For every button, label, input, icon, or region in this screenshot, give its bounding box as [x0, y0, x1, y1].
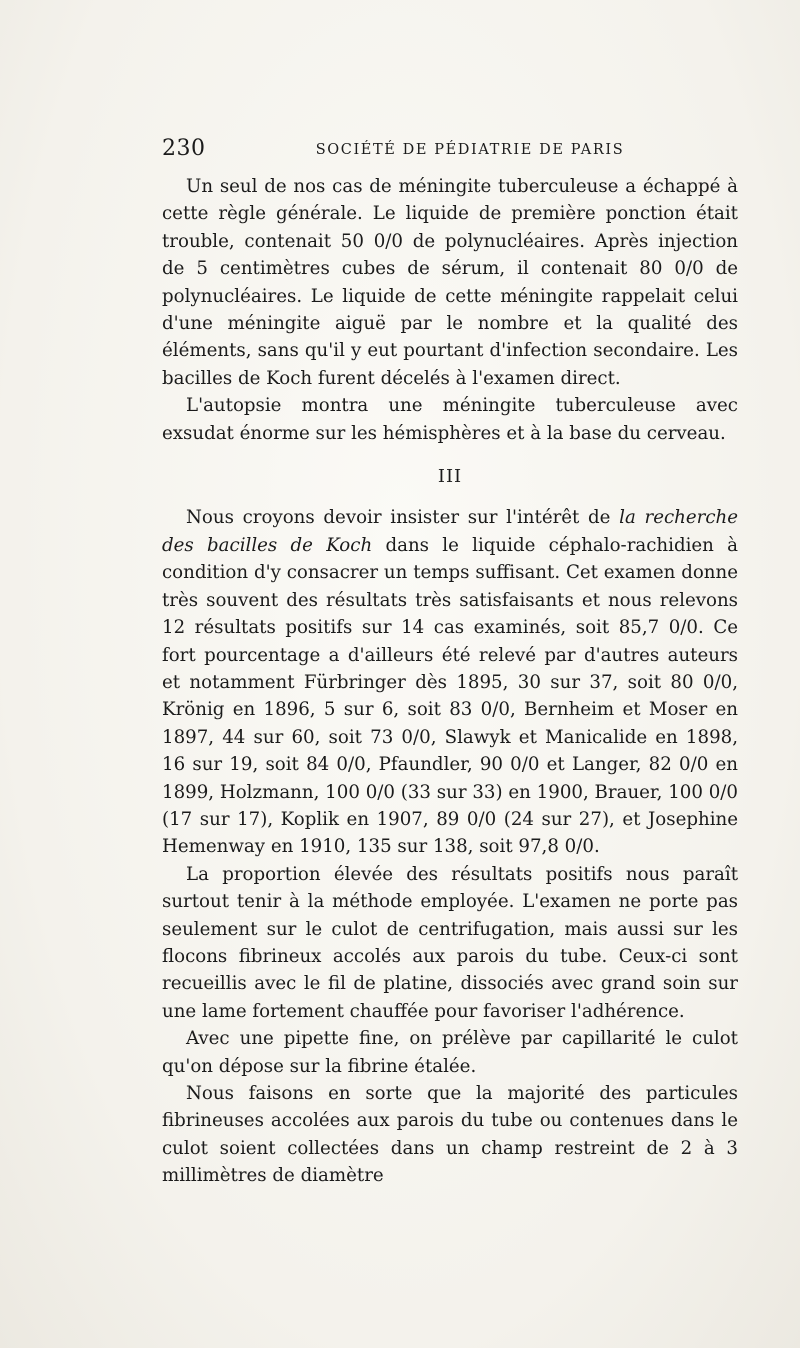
running-title: SOCIÉTÉ DE PÉDIATRIE DE PARIS	[315, 142, 625, 158]
section-heading: III	[437, 466, 463, 488]
page-header	[162, 136, 738, 168]
paragraph-6: Nous faisons en sorte que la majorité des particules fibrineuses accolées aux parois du tube ou contenues dans le culot soient collectées dans un champ restreint de 2 à 3 millimètres de diamètre	[162, 1083, 738, 1187]
article-body	[162, 173, 738, 1190]
page-number: 230	[162, 136, 206, 161]
paragraph-3-rest: dans le liquide céphalo-rachidien à condition d'y consacrer un temps suffisant. Cet examen donne très souvent des résultats très satisfaisants et nous relevons 12 résultats positifs sur 14 cas examinés, soit 85,7 0/0. Ce fort pourcentage a d'ailleurs été relevé par d'autres auteurs et notamment Fürbringer dès 1895, 30 sur 37, soit 80 0/0, Krönig en 1896, 5 sur 6, soit 83 0/0, Bernheim et Moser en 1897, 44 sur 60, soit 73 0/0, Slawyk et Manicalide en 1898, 16 sur 19, soit 84 0/0, Pfaundler, 90 0/0 et Langer, 82 0/0 en 1899, Holzmann, 100 0/0 (33 sur 33) en 1900, Brauer, 100 0/0 (17 sur 17), Koplik en 1907, 89 0/0 (24 sur 27), et Josephine Hemenway en 1910, 135 sur 138, soit 97,8 0/0.	[162, 534, 739, 858]
paragraph-4: La proportion élevée des résultats positifs nous paraît surtout tenir à la méthode employée. L'examen ne porte pas seulement sur le culot de centrifugation, mais aussi sur les flocons fibrineux accolés aux parois du tube. Ceux-ci sont recueillis avec le fil de platine, dissociés avec grand soin sur une lame fortement chauffée pour favoriser l'adhérence.	[162, 863, 738, 1022]
paragraph-3	[162, 504, 738, 860]
paragraph-2: L'autopsie montra une méningite tuberculeuse avec exsudat énorme sur les hémisphères et à la base du cerveau.	[162, 395, 738, 444]
paragraph-3-lead: Nous croyons devoir insister sur l'intérêt de	[186, 507, 620, 529]
paragraph-5: Avec une pipette fine, on prélève par capillarité le culot qu'on dépose sur la fibrine étalée.	[162, 1028, 738, 1077]
paragraph-1: Un seul de nos cas de méningite tuberculeuse a échappé à cette règle générale. Le liquide de première ponction était trouble, contenait 50 0/0 de polynucléaires. Après injection de 5 centimètres cubes de sérum, il contenait 80 0/0 de polynucléaires. Le liquide de cette méningite rappelait celui d'une méningite aiguë par le nombre et la qualité des éléments, sans qu'il y eut pourtant d'infection secondaire. Les bacilles de Koch furent décelés à l'examen direct.	[162, 176, 738, 389]
paragraph-3-italic-phrase: la recherche des bacilles de Koch	[162, 507, 738, 556]
